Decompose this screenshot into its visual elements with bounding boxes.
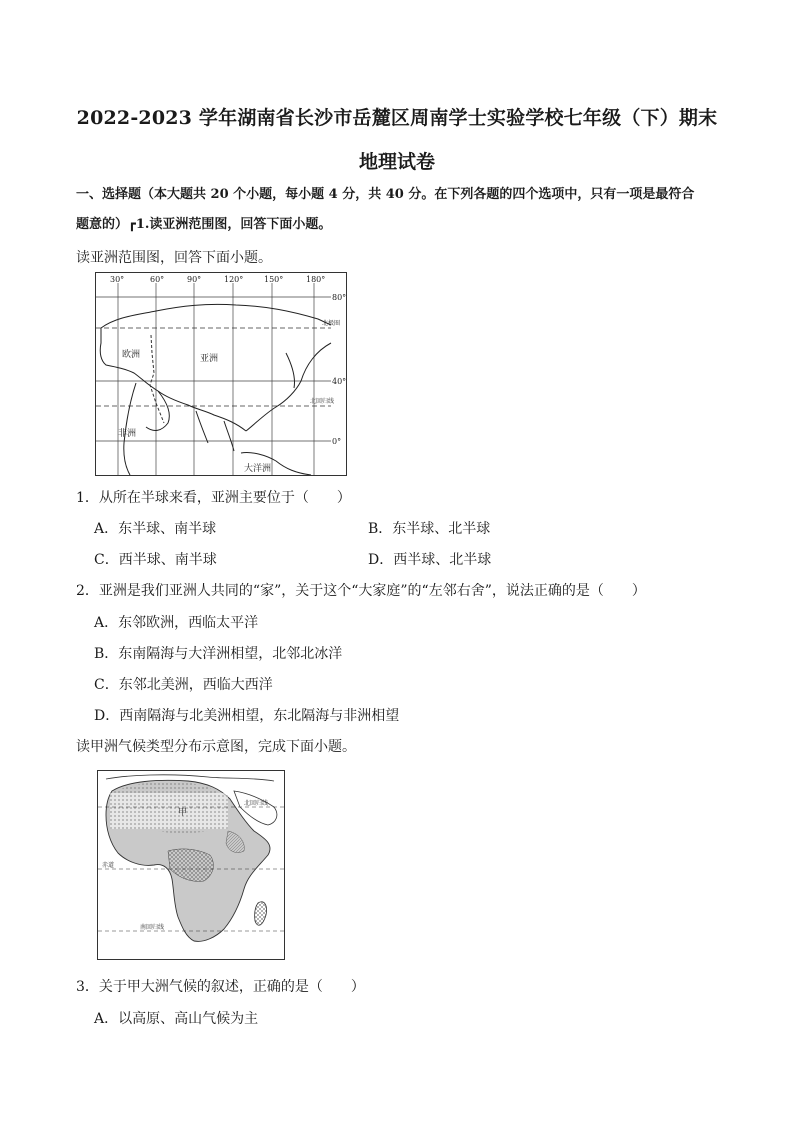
section-heading bbox=[76, 180, 726, 240]
question-1-option-a[interactable]: A．东半球、南半球 bbox=[94, 521, 217, 537]
lat-label-80: 80° bbox=[332, 293, 346, 302]
lon-label-150: 150° bbox=[264, 275, 284, 284]
question-2-option-c[interactable]: C．东邻北美洲，西临大西洋 bbox=[94, 677, 273, 693]
lat-label-0: 0° bbox=[332, 437, 342, 446]
label-oceania: 大洋洲 bbox=[244, 464, 272, 474]
question-3-option-a[interactable]: A．以高原、高山气候为主 bbox=[94, 1011, 259, 1027]
question-2-option-b[interactable]: B．东南隔海与大洋洲相望，北邻北冰洋 bbox=[94, 646, 343, 662]
lon-label-120: 120° bbox=[224, 275, 244, 284]
question-1-option-b[interactable]: B．东半球、北半球 bbox=[368, 521, 491, 537]
label-equator: 赤道 bbox=[102, 862, 115, 869]
label-europe: 欧洲 bbox=[122, 350, 141, 360]
intro-asia: 读亚洲范围图，回答下面小题。 bbox=[76, 250, 272, 266]
page-title: 2022-2023 学年湖南省长沙市岳麓区周南学士实验学校七年级（下）期末 bbox=[76, 107, 718, 129]
asia-map bbox=[95, 272, 347, 476]
section-heading-line2: 题意的）┏1.读亚洲范围图，回答下面小题。 bbox=[76, 217, 332, 232]
label-africa: 非洲 bbox=[118, 429, 137, 439]
label-jia: 甲 bbox=[178, 808, 188, 818]
arctic-circle-label: 北极圈 bbox=[322, 320, 341, 327]
africa-map-graphic bbox=[98, 771, 284, 959]
lat-label-40: 40° bbox=[332, 377, 346, 386]
lon-label-60: 60° bbox=[150, 275, 165, 284]
lon-label-30: 30° bbox=[110, 275, 125, 284]
label-tropic-south: 南回归线 bbox=[140, 924, 165, 931]
tropic-label: 北回归线 bbox=[310, 398, 335, 405]
lon-label-90: 90° bbox=[187, 275, 202, 284]
section-heading-line1: 一、选择题（本大题共 20 个小题，每小题 4 分，共 40 分。在下列各题的四个选项中，只有一项是最符合 bbox=[76, 187, 695, 202]
question-2-option-d[interactable]: D．西南隔海与北美洲相望，东北隔海与非洲相望 bbox=[94, 708, 400, 724]
asia-map-graphic bbox=[96, 273, 346, 475]
question-1-option-c[interactable]: C．西半球、南半球 bbox=[94, 552, 217, 568]
intro-africa: 读甲洲气候类型分布示意图，完成下面小题。 bbox=[76, 739, 356, 755]
question-1-stem: 1．从所在半球来看，亚洲主要位于（ ） bbox=[76, 490, 351, 506]
question-2-stem: 2．亚洲是我们亚洲人共同的“家”，关于这个“大家庭”的“左邻右舍”，说法正确的是（ ） bbox=[76, 583, 646, 599]
lon-label-180: 180° bbox=[306, 275, 326, 284]
question-2-option-a[interactable]: A．东邻欧洲，西临太平洋 bbox=[94, 615, 259, 631]
question-1-option-d[interactable]: D．西半球、北半球 bbox=[368, 552, 492, 568]
page-subtitle: 地理试卷 bbox=[358, 151, 435, 173]
label-tropic-north: 北回归线 bbox=[244, 800, 269, 807]
label-asia: 亚洲 bbox=[200, 354, 219, 364]
question-3-stem: 3．关于甲大洲气候的叙述，正确的是（ ） bbox=[76, 979, 365, 995]
africa-climate-map bbox=[97, 770, 285, 960]
